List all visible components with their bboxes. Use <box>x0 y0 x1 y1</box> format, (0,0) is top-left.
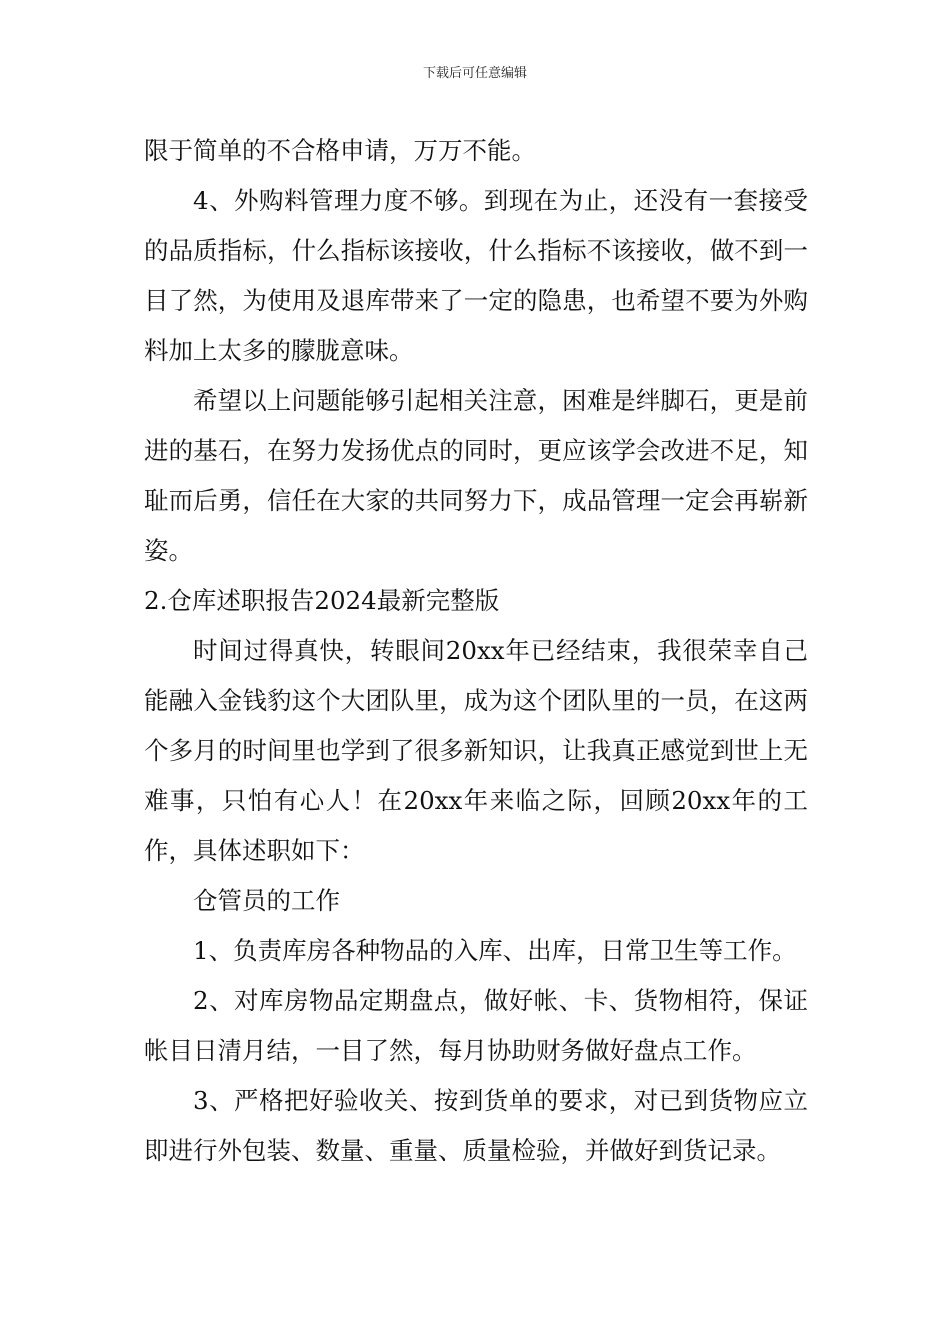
section-heading: 2.仓库述职报告2024最新完整版 <box>144 586 500 615</box>
paragraph: 4、外购料管理力度不够。到现在为止，还没有一套接受的品质指标，什么指标该接收，什么指标不该接收，做不到一目了然，为使用及退库带来了一定的隐患，也希望不要为外购料加上太多的朦胧意味。 <box>144 186 808 365</box>
list-item: 3、严格把好验收关、按到货单的要求，对已到货物应立即进行外包装、数量、重量、质量检验，并做好到货记录。 <box>144 1086 808 1165</box>
paragraph: 希望以上问题能够引起相关注意，困难是绊脚石，更是前进的基石，在努力发扬优点的同时，更应该学会改进不足，知耻而后勇，信任在大家的共同努力下，成品管理一定会再崭新姿。 <box>144 386 808 565</box>
paragraph: 限于简单的不合格申请，万万不能。 <box>144 136 536 165</box>
subheading: 仓管员的工作 <box>193 886 340 915</box>
list-item: 1、负责库房各种物品的入库、出库，日常卫生等工作。 <box>193 936 797 965</box>
paragraph: 时间过得真快，转眼间20xx年已经结束，我很荣幸自己能融入金钱豹这个大团队里，成为这个团队里的一员，在这两个多月的时间里也学到了很多新知识，让我真正感觉到世上无难事，只怕有心人！在20xx年来临之际，回顾20xx年的工作，具体述职如下： <box>144 636 808 865</box>
list-item: 2、对库房物品定期盘点，做好帐、卡、货物相符，保证帐目日清月结，一目了然，每月协助财务做好盘点工作。 <box>144 986 808 1065</box>
page-header: 下载后可任意编辑 <box>422 66 527 81</box>
document-body <box>144 126 808 1176</box>
